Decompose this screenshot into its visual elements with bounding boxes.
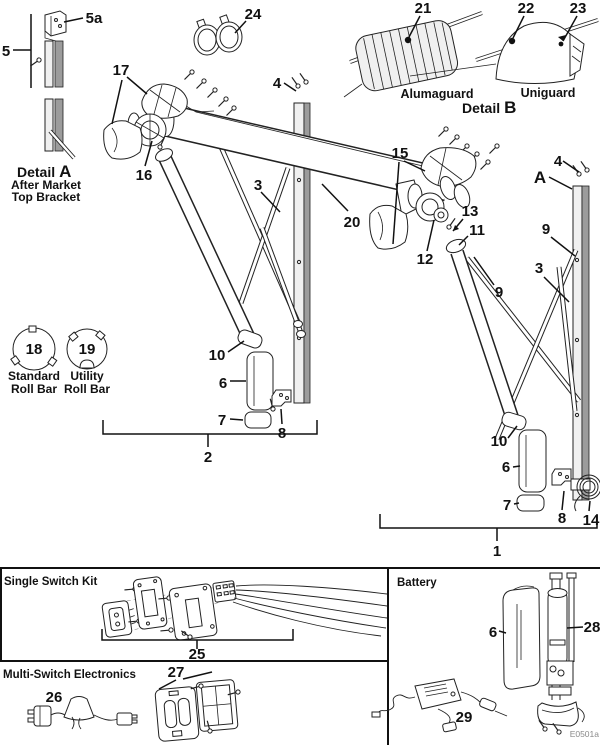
alumaguard-drawing bbox=[344, 13, 482, 97]
callout-5a: 5a bbox=[85, 10, 103, 27]
detail-a-line1: After Market bbox=[10, 178, 82, 192]
callout-1: 1 bbox=[492, 543, 502, 560]
right-rail bbox=[573, 186, 582, 500]
callout-19: 19 bbox=[78, 341, 96, 358]
battery-section bbox=[372, 573, 600, 739]
standard-roll-bar-18 bbox=[11, 326, 57, 370]
left-end-shroud bbox=[104, 121, 142, 159]
callout-29: 29 bbox=[455, 709, 473, 726]
callout-4-left: 4 bbox=[272, 75, 282, 92]
arm-cap-10-right bbox=[500, 411, 527, 431]
detail-a-line2: Top Bracket bbox=[11, 190, 81, 204]
top-bracket-5a bbox=[45, 11, 66, 36]
callout-2: 2 bbox=[203, 449, 213, 466]
uniguard-label: Uniguard bbox=[520, 86, 576, 100]
callout-12: 12 bbox=[416, 251, 434, 268]
multi-switch-face-plate bbox=[155, 686, 199, 741]
callout-10-right: 10 bbox=[490, 433, 508, 450]
left-head-cover-17 bbox=[142, 84, 187, 118]
right-end-shroud bbox=[370, 205, 408, 249]
callout-6-battery: 6 bbox=[488, 624, 498, 641]
arm-cap-7-right bbox=[517, 495, 544, 511]
callout-6-left: 6 bbox=[218, 375, 228, 392]
callout-7-left: 7 bbox=[217, 412, 227, 429]
battery-bracket bbox=[547, 661, 573, 695]
switch-face-plate bbox=[169, 583, 218, 640]
wiring-harness-26 bbox=[28, 697, 137, 730]
arm-cap-7-left bbox=[245, 412, 271, 428]
standard-roll-bar-label: Roll Bar bbox=[10, 382, 58, 396]
detail-a-drawing bbox=[2, 10, 103, 204]
callout-25: 25 bbox=[188, 646, 206, 663]
detail-b-drawing bbox=[344, 0, 598, 117]
callout-A: A bbox=[533, 168, 547, 187]
callout-10-left: 10 bbox=[208, 347, 226, 364]
utility-label: Utility bbox=[70, 369, 104, 383]
battery-title: Battery bbox=[397, 577, 437, 589]
callout-23: 23 bbox=[569, 0, 587, 17]
callout-16: 16 bbox=[135, 167, 153, 184]
single-switch-kit-section bbox=[4, 576, 387, 663]
right-arm-assembly bbox=[370, 127, 600, 511]
callout-9-upper: 9 bbox=[541, 221, 551, 238]
callout-8-right: 8 bbox=[557, 510, 567, 527]
callout-3-left: 3 bbox=[253, 177, 263, 194]
left-rail-top-fasteners-4 bbox=[290, 73, 309, 88]
left-head-screws bbox=[185, 70, 237, 116]
battery-cover-6 bbox=[503, 586, 540, 689]
callout-17: 17 bbox=[112, 62, 130, 79]
left-arm-assembly bbox=[104, 70, 448, 428]
arm-cover-6-left bbox=[247, 352, 273, 410]
alumaguard-label: Alumaguard bbox=[400, 87, 474, 101]
battery-tube-28 bbox=[548, 589, 567, 668]
callout-27: 27 bbox=[167, 664, 185, 681]
detail-b-title: Detail B bbox=[462, 98, 517, 117]
utility-roll-bar-label: Roll Bar bbox=[63, 382, 111, 396]
callout-18: 18 bbox=[25, 341, 43, 358]
callout-6-right: 6 bbox=[501, 459, 511, 476]
rocker-switch bbox=[102, 600, 137, 638]
utility-roll-bar-19 bbox=[67, 329, 107, 369]
callout-22: 22 bbox=[517, 0, 535, 17]
callout-9-lower: 9 bbox=[494, 284, 504, 301]
arm-cap-10-left bbox=[236, 328, 263, 349]
callout-15: 15 bbox=[391, 145, 409, 162]
standard-label: Standard bbox=[7, 369, 61, 383]
callout-20: 20 bbox=[343, 214, 361, 231]
multi-switch-section bbox=[3, 664, 241, 742]
callout-21: 21 bbox=[414, 0, 432, 17]
single-switch-kit-title: Single Switch Kit bbox=[4, 576, 98, 588]
callout-13: 13 bbox=[461, 203, 479, 220]
figure-code: E0501a bbox=[569, 729, 599, 739]
callout-7-right: 7 bbox=[502, 497, 512, 514]
arm-cover-6-right bbox=[519, 430, 546, 492]
multi-switch-title: Multi-Switch Electronics bbox=[3, 669, 136, 681]
roll-bar-details bbox=[8, 326, 110, 396]
callout-5: 5 bbox=[1, 43, 11, 60]
connector-wires bbox=[233, 585, 387, 636]
wire-connector bbox=[213, 581, 236, 603]
callout-14: 14 bbox=[582, 512, 600, 529]
detail-a-title: Detail A bbox=[17, 162, 72, 181]
callout-26: 26 bbox=[45, 689, 63, 706]
callout-11: 11 bbox=[469, 222, 485, 239]
callout-24: 24 bbox=[244, 6, 262, 23]
rail-bracket-8-right bbox=[552, 469, 571, 485]
callout-8-left: 8 bbox=[277, 425, 287, 442]
callout-28: 28 bbox=[583, 619, 600, 636]
callout-3-right: 3 bbox=[534, 260, 544, 277]
callout-4-right: 4 bbox=[553, 153, 563, 170]
clamps-24 bbox=[194, 6, 262, 55]
battery-charger-29 bbox=[372, 679, 507, 732]
